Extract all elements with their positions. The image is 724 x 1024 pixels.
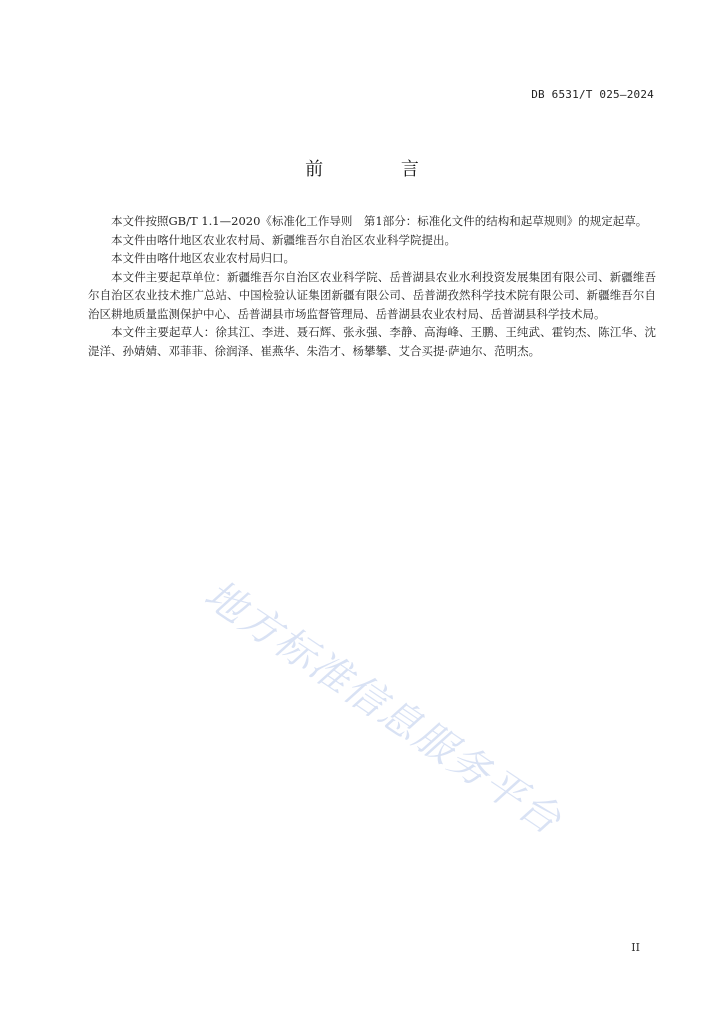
watermark-text: 地方标准信息服务平台 bbox=[196, 571, 571, 845]
paragraph-drafters: 本文件主要起草人：徐其江、李进、聂石辉、张永强、李静、高海峰、王鹏、王纯武、霍钧杰、陈江华、沈湜洋、孙婧婧、邓菲菲、徐润泽、崔燕华、朱浩才、杨攀攀、艾合买提·萨迪尔、范明杰。 bbox=[88, 325, 656, 358]
document-code: DB 6531/T 025—2024 bbox=[531, 88, 654, 101]
foreword-body bbox=[88, 212, 656, 360]
paragraph-drafting-units: 本文件主要起草单位：新疆维吾尔自治区农业科学院、岳普湖县农业水利投资发展集团有限公司、新疆维吾尔自治区农业技术推广总站、中国检验认证集团新疆有限公司、岳普湖孜然科学技术院有限公司、新疆维吾尔自治区耕地质量监测保护中心、岳普湖县市场监督管理局、岳普湖县农业农村局、岳普湖县科学技术局。 bbox=[88, 269, 656, 321]
paragraph-drafting-basis: 本文件按照GB/T 1.1—2020《标准化工作导则 第1部分：标准化文件的结构和起草规则》的规定起草。 bbox=[111, 214, 648, 228]
section-title: 前 言 bbox=[305, 159, 455, 180]
page-number: II bbox=[631, 941, 640, 954]
paragraph-proposer: 本文件由喀什地区农业农村局、新疆维吾尔自治区农业科学院提出。 bbox=[111, 232, 456, 247]
paragraph-centralized-unit: 本文件由喀什地区农业农村局归口。 bbox=[111, 251, 295, 265]
